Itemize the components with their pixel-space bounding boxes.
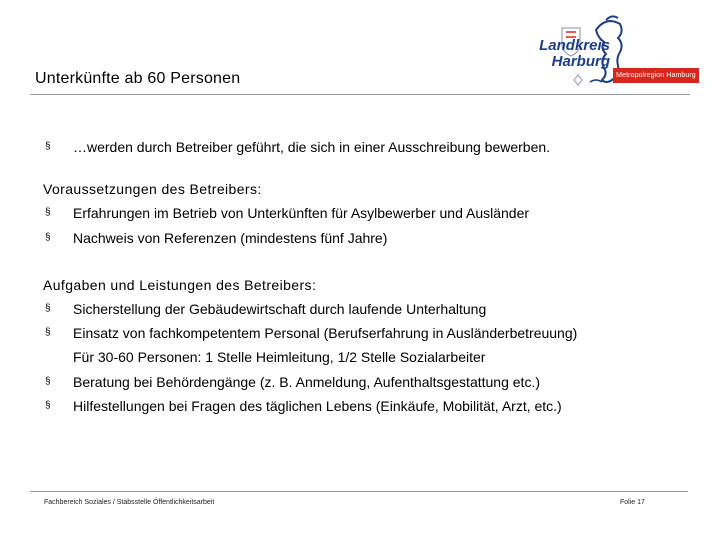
- item-text: Nachweis von Referenzen (mindestens fünf Jahre): [73, 230, 388, 246]
- metropolregion-badge: Metropolregion Hamburg: [613, 68, 699, 83]
- item-text: Sicherstellung der Gebäudewirtschaft durch laufende Unterhaltung: [73, 301, 487, 317]
- bullet-marker: §: [45, 232, 51, 243]
- voraussetzungen-heading: Voraussetzungen des Betreibers:: [43, 181, 262, 197]
- item-text: Beratung bei Behördengänge (z. B. Anmeldung, Aufenthaltsgestattung etc.): [73, 374, 540, 390]
- logo-text: [514, 38, 610, 70]
- bullet-marker: §: [45, 141, 51, 152]
- aufgaben-heading: Aufgaben und Leistungen des Betreibers:: [43, 277, 317, 293]
- footer-department: Fachbereich Soziales / Stabsstelle Öffentlichkeitsarbeit: [44, 499, 215, 506]
- bullet-marker: §: [45, 376, 51, 387]
- item-text: Einsatz von fachkompetentem Personal (Berufserfahrung in Ausländerbetreuung): [73, 325, 578, 341]
- logo: [514, 10, 704, 96]
- intro-text: …werden durch Betreiber geführt, die sich in einer Ausschreibung bewerben.: [73, 139, 551, 155]
- item-text: Für 30-60 Personen: 1 Stelle Heimleitung, 1/2 Stelle Sozialarbeiter: [73, 349, 486, 365]
- item-text: Hilfestellungen bei Fragen des täglichen Lebens (Einkäufe, Mobilität, Arzt, etc.): [73, 398, 562, 414]
- bullet-marker: §: [45, 327, 51, 338]
- item-text: Erfahrungen im Betrieb von Unterkünften für Asylbewerber und Ausländer: [73, 205, 530, 221]
- slide-title: Unterkünfte ab 60 Personen: [35, 70, 241, 87]
- bullet-marker: §: [45, 207, 51, 218]
- footer-divider: [30, 491, 688, 492]
- footer-slide-number: Folie 17: [620, 499, 645, 506]
- bullet-marker: §: [45, 400, 51, 411]
- logo-line-2: Harburg: [551, 53, 610, 70]
- bullet-marker: §: [45, 303, 51, 314]
- logo-line-1: Landkreis: [539, 37, 610, 54]
